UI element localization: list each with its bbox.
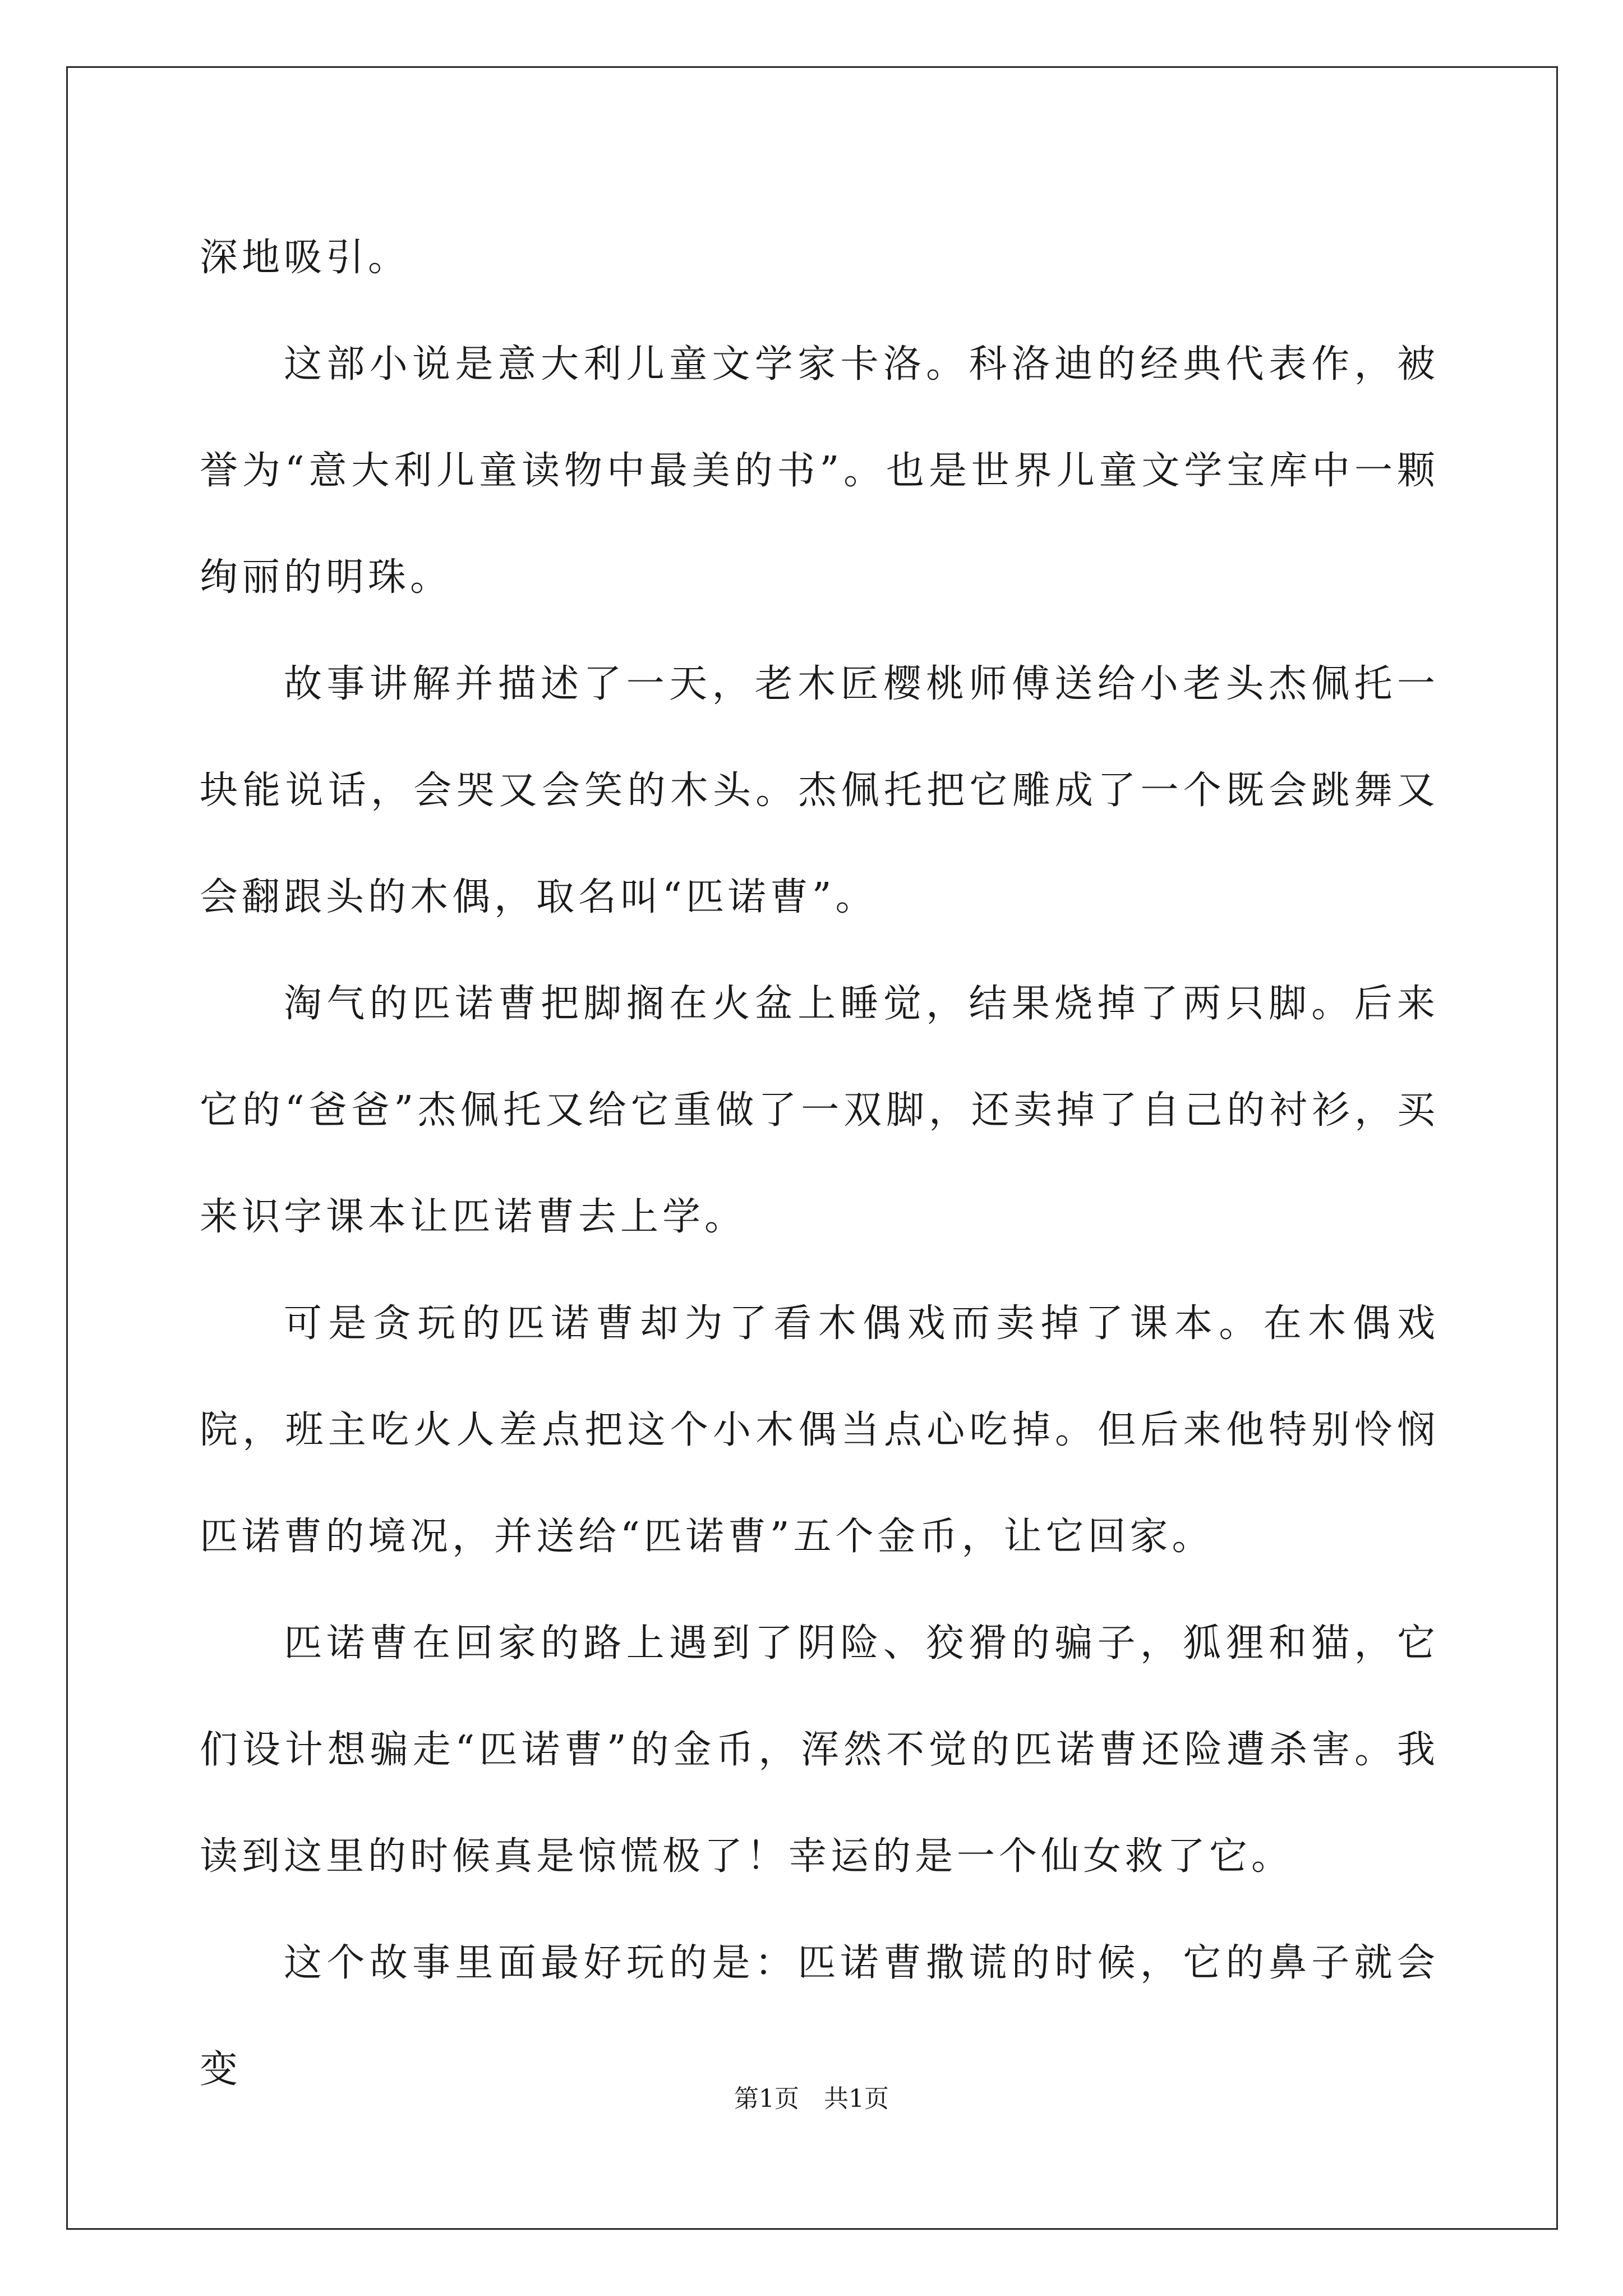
page-number: 第1页 [734,2085,799,2113]
paragraph-4: 淘气的匹诺曹把脚搁在火盆上睡觉，结果烧掉了两只脚。后来它的“爸爸”杰佩托又给它重做了一双脚，还卖掉了自己的衬衫，买来识字课本让匹诺曹去上学。 [200,982,1439,1239]
paragraph-2: 这部小说是意大利儿童文学家卡洛。科洛迪的经典代表作，被誉为“意大利儿童读物中最美的书”。也是世界儿童文学宝库中一颗绚丽的明珠。 [200,342,1439,600]
paragraph-5: 可是贪玩的匹诺曹却为了看木偶戏而卖掉了课本。在木偶戏院，班主吃火人差点把这个小木偶当点心吃掉。但后来他特别怜悯匹诺曹的境况，并送给“匹诺曹”五个金币，让它回家。 [200,1301,1439,1559]
document-body [200,205,1439,2123]
paragraph-3: 故事讲解并描述了一天，老木匠樱桃师傅送给小老头杰佩托一块能说话，会哭又会笑的木头。杰佩托把它雕成了一个既会跳舞又会翻跟头的木偶，取名叫“匹诺曹”。 [200,662,1439,919]
paragraph-7: 这个故事里面最好玩的是：匹诺曹撒谎的时候，它的鼻子就会变 [200,1941,1439,2092]
paragraph-6: 匹诺曹在回家的路上遇到了阴险、狡猾的骗子，狐狸和猫，它们设计想骗走“匹诺曹”的金币，浑然不觉的匹诺曹还险遭杀害。我读到这里的时候真是惊慌极了！幸运的是一个仙女救了它。 [200,1621,1439,1879]
paragraph-1: 深地吸引。 [200,236,411,280]
page-footer [0,2082,1623,2116]
page-total: 共1页 [824,2085,889,2113]
